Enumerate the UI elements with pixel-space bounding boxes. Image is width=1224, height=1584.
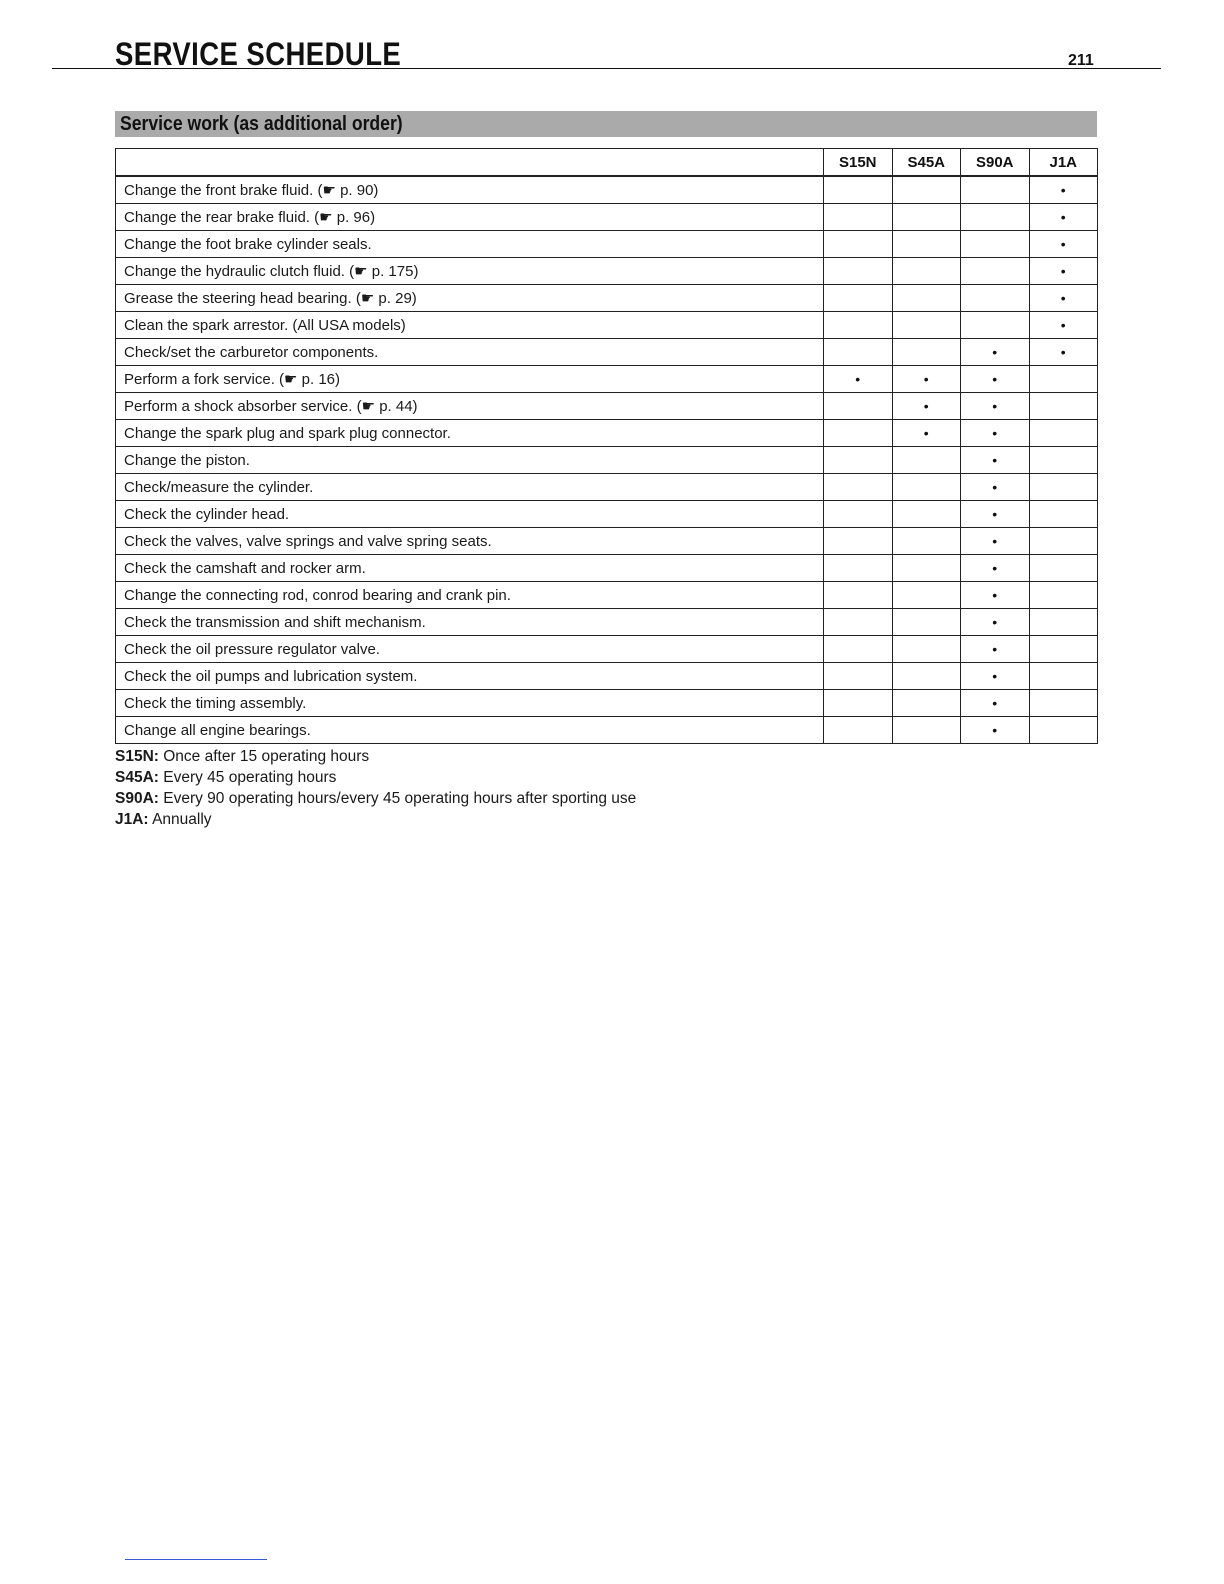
legend-text: Annually [152, 811, 212, 828]
interval-cell-s15n [824, 636, 893, 663]
bullet-mark-icon: • [1060, 209, 1066, 225]
interval-cell-s15n [824, 609, 893, 636]
bullet-mark-icon: • [992, 344, 998, 360]
task-cell: Check the camshaft and rocker arm. [116, 555, 824, 582]
task-cell: Check/set the carburetor components. [116, 339, 824, 366]
legend-text: Every 45 operating hours [163, 769, 337, 786]
interval-cell-s90a [961, 528, 1030, 555]
table-row [116, 501, 1098, 528]
interval-cell-s15n [824, 663, 893, 690]
bullet-mark-icon: • [992, 452, 998, 468]
table-row [116, 285, 1098, 312]
table-row [116, 663, 1098, 690]
interval-cell-s90a [961, 285, 1030, 312]
interval-cell-j1a [1029, 312, 1098, 339]
task-cell: Change all engine bearings. [116, 717, 824, 744]
bullet-mark-icon: • [992, 587, 998, 603]
interval-cell-s15n [824, 717, 893, 744]
bullet-mark-icon: • [1060, 263, 1066, 279]
interval-cell-j1a [1029, 636, 1098, 663]
interval-cell-s45a [892, 717, 961, 744]
interval-cell-s15n [824, 582, 893, 609]
table-row [116, 339, 1098, 366]
interval-cell-s15n [824, 285, 893, 312]
table-row [116, 636, 1098, 663]
interval-cell-s90a [961, 366, 1030, 393]
table-row [116, 582, 1098, 609]
task-cell: Change the hydraulic clutch fluid. (☛ p. 175) [116, 258, 824, 285]
interval-cell-s45a [892, 528, 961, 555]
interval-cell-s90a [961, 501, 1030, 528]
table-row [116, 609, 1098, 636]
bullet-mark-icon: • [992, 398, 998, 414]
title-divider [52, 68, 1161, 69]
interval-cell-s15n [824, 393, 893, 420]
legend-text: Every 90 operating hours/every 45 operating hours after sporting use [163, 790, 637, 807]
table-row [116, 366, 1098, 393]
bullet-mark-icon: • [1060, 236, 1066, 252]
task-cell: Change the rear brake fluid. (☛ p. 96) [116, 204, 824, 231]
legend-key: J1A: [115, 811, 149, 828]
interval-cell-s45a [892, 231, 961, 258]
interval-cell-s45a [892, 663, 961, 690]
interval-cell-s15n [824, 312, 893, 339]
interval-cell-s45a [892, 420, 961, 447]
interval-cell-s90a [961, 339, 1030, 366]
table-row [116, 420, 1098, 447]
interval-cell-j1a [1029, 474, 1098, 501]
interval-cell-s15n [824, 258, 893, 285]
interval-cell-s15n [824, 339, 893, 366]
interval-cell-s90a [961, 717, 1030, 744]
legend-text: Once after 15 operating hours [163, 748, 370, 765]
task-cell: Change the spark plug and spark plug connector. [116, 420, 824, 447]
interval-cell-s15n [824, 447, 893, 474]
bullet-mark-icon: • [1060, 290, 1066, 306]
interval-cell-s90a [961, 690, 1030, 717]
table-row [116, 231, 1098, 258]
interval-cell-s45a [892, 474, 961, 501]
interval-cell-s45a [892, 555, 961, 582]
interval-cell-s90a [961, 474, 1030, 501]
bullet-mark-icon: • [992, 425, 998, 441]
interval-cell-s90a [961, 204, 1030, 231]
interval-cell-s45a [892, 204, 961, 231]
interval-cell-s90a [961, 420, 1030, 447]
table-row [116, 447, 1098, 474]
task-cell: Check the valves, valve springs and valve spring seats. [116, 528, 824, 555]
interval-cell-s15n [824, 528, 893, 555]
column-header-j1a: J1A [1029, 149, 1098, 177]
interval-cell-s15n [824, 231, 893, 258]
interval-cell-s90a [961, 176, 1030, 204]
interval-cell-j1a [1029, 258, 1098, 285]
interval-cell-s15n [824, 690, 893, 717]
interval-cell-s45a [892, 312, 961, 339]
legend-key: S45A: [115, 769, 159, 786]
column-header-s90a: S90A [961, 149, 1030, 177]
task-cell: Check the timing assembly. [116, 690, 824, 717]
bullet-mark-icon: • [1060, 344, 1066, 360]
task-cell: Check the oil pumps and lubrication system. [116, 663, 824, 690]
bullet-mark-icon: • [923, 425, 929, 441]
interval-cell-s90a [961, 393, 1030, 420]
table-row [116, 555, 1098, 582]
column-header-task [116, 149, 824, 177]
interval-cell-j1a [1029, 609, 1098, 636]
interval-cell-s45a [892, 582, 961, 609]
interval-cell-j1a [1029, 582, 1098, 609]
interval-cell-s90a [961, 663, 1030, 690]
interval-cell-j1a [1029, 501, 1098, 528]
interval-cell-s45a [892, 636, 961, 663]
interval-cell-j1a [1029, 231, 1098, 258]
section-header [115, 111, 1097, 137]
task-cell: Change the piston. [116, 447, 824, 474]
bullet-mark-icon: • [992, 533, 998, 549]
interval-cell-s45a [892, 285, 961, 312]
legend-key: S15N: [115, 748, 159, 765]
table-row [116, 528, 1098, 555]
interval-cell-s15n [824, 176, 893, 204]
interval-cell-s90a [961, 582, 1030, 609]
bullet-mark-icon: • [923, 398, 929, 414]
bullet-mark-icon: • [992, 641, 998, 657]
interval-cell-s90a [961, 447, 1030, 474]
task-cell: Check the transmission and shift mechanism. [116, 609, 824, 636]
interval-cell-s45a [892, 339, 961, 366]
footer-link-underline[interactable] [125, 1559, 267, 1560]
legend [115, 746, 636, 830]
task-cell: Perform a fork service. (☛ p. 16) [116, 366, 824, 393]
page-title: SERVICE SCHEDULE [115, 36, 402, 72]
interval-cell-s45a [892, 609, 961, 636]
bullet-mark-icon: • [1060, 317, 1066, 333]
table-row [116, 690, 1098, 717]
bullet-mark-icon: • [923, 371, 929, 387]
bullet-mark-icon: • [992, 614, 998, 630]
interval-cell-s45a [892, 366, 961, 393]
interval-cell-j1a [1029, 690, 1098, 717]
table-header-row [116, 149, 1098, 177]
table-row [116, 474, 1098, 501]
task-cell: Clean the spark arrestor. (All USA models) [116, 312, 824, 339]
interval-cell-j1a [1029, 204, 1098, 231]
interval-cell-j1a [1029, 176, 1098, 204]
table-row [116, 176, 1098, 204]
legend-item [115, 809, 636, 830]
task-cell: Change the foot brake cylinder seals. [116, 231, 824, 258]
interval-cell-s90a [961, 231, 1030, 258]
interval-cell-s45a [892, 258, 961, 285]
task-cell: Check the cylinder head. [116, 501, 824, 528]
legend-key: S90A: [115, 790, 159, 807]
interval-cell-j1a [1029, 420, 1098, 447]
bullet-mark-icon: • [992, 695, 998, 711]
table-row [116, 204, 1098, 231]
legend-item [115, 746, 636, 767]
task-cell: Check/measure the cylinder. [116, 474, 824, 501]
table-row [116, 258, 1098, 285]
bullet-mark-icon: • [992, 371, 998, 387]
interval-cell-j1a [1029, 528, 1098, 555]
interval-cell-s15n [824, 420, 893, 447]
interval-cell-s45a [892, 447, 961, 474]
interval-cell-s15n [824, 366, 893, 393]
bullet-mark-icon: • [992, 560, 998, 576]
interval-cell-s15n [824, 474, 893, 501]
bullet-mark-icon: • [992, 722, 998, 738]
interval-cell-s90a [961, 636, 1030, 663]
interval-cell-s45a [892, 176, 961, 204]
interval-cell-s90a [961, 312, 1030, 339]
interval-cell-s90a [961, 258, 1030, 285]
interval-cell-j1a [1029, 393, 1098, 420]
interval-cell-j1a [1029, 447, 1098, 474]
interval-cell-s90a [961, 555, 1030, 582]
column-header-s15n: S15N [824, 149, 893, 177]
bullet-mark-icon: • [992, 668, 998, 684]
interval-cell-s45a [892, 690, 961, 717]
bullet-mark-icon: • [855, 371, 861, 387]
table-row [116, 312, 1098, 339]
service-schedule-table [115, 148, 1098, 744]
interval-cell-s15n [824, 501, 893, 528]
interval-cell-j1a [1029, 663, 1098, 690]
section-title: Service work (as additional order) [120, 113, 403, 135]
table-row [116, 393, 1098, 420]
legend-item [115, 788, 636, 809]
table-body [116, 176, 1098, 744]
bullet-mark-icon: • [1060, 182, 1066, 198]
task-cell: Change the front brake fluid. (☛ p. 90) [116, 176, 824, 204]
interval-cell-s15n [824, 555, 893, 582]
task-cell: Grease the steering head bearing. (☛ p. 29) [116, 285, 824, 312]
interval-cell-j1a [1029, 717, 1098, 744]
interval-cell-s45a [892, 501, 961, 528]
bullet-mark-icon: • [992, 479, 998, 495]
interval-cell-s45a [892, 393, 961, 420]
interval-cell-j1a [1029, 366, 1098, 393]
interval-cell-j1a [1029, 555, 1098, 582]
interval-cell-j1a [1029, 339, 1098, 366]
interval-cell-s90a [961, 609, 1030, 636]
interval-cell-s15n [824, 204, 893, 231]
page-number: 211 [1068, 52, 1094, 69]
table-row [116, 717, 1098, 744]
bullet-mark-icon: • [992, 506, 998, 522]
interval-cell-j1a [1029, 285, 1098, 312]
task-cell: Change the connecting rod, conrod bearing and crank pin. [116, 582, 824, 609]
task-cell: Perform a shock absorber service. (☛ p. 44) [116, 393, 824, 420]
task-cell: Check the oil pressure regulator valve. [116, 636, 824, 663]
legend-item [115, 767, 636, 788]
column-header-s45a: S45A [892, 149, 961, 177]
